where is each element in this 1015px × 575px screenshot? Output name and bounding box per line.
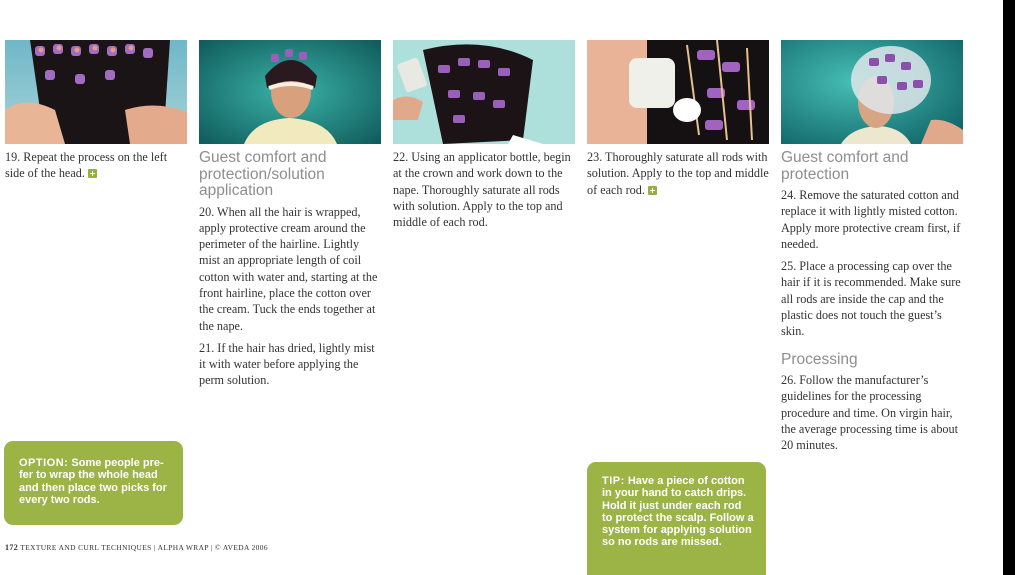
tip-label: TIP: <box>602 475 625 487</box>
step-column-1 <box>5 40 187 188</box>
step-19-text: 19. Repeat the process on the left side of the head. <box>5 150 168 181</box>
step-column-4 <box>587 40 769 204</box>
option-callout-box <box>4 441 183 525</box>
section-heading-guest-comfort: Guest comfort and protection <box>781 149 909 183</box>
step-26-text: 26. Follow the manufacturer’s guidelines for the processing procedure and time. On virgin hair, the average processing time is about 20 minutes. <box>781 373 958 453</box>
footer-text: TEXTURE AND CURL TECHNIQUES | ALPHA WRAP | © AVEDA 2006 <box>18 543 268 552</box>
option-text: Some people pre-fer to wrap the whole head and then place two picks for every two rods. <box>19 457 167 506</box>
step-column-3 <box>393 40 575 236</box>
photo-saturating-rods <box>587 40 769 144</box>
photo-applicator-bottle <box>393 40 575 144</box>
step-24-text: 24. Remove the saturated cotton and replace it with lightly misted cotton. Apply more protective cream first, if needed. <box>781 188 961 251</box>
section-heading-guest-comfort-solution: Guest comfort and protection/solution application <box>199 149 327 199</box>
photo-wrapping-rods <box>5 40 187 144</box>
step-21-text: 21. If the hair has dried, lightly mist it with water before applying the perm solution. <box>199 340 375 388</box>
plus-square-icon[interactable] <box>88 169 97 178</box>
page-edge-bar <box>1003 0 1015 575</box>
step-20-text: 20. When all the hair is wrapped, apply protective cream around the perimeter of the hairline. Lightly mist an appropriate length of coil cotton with water and, starting at the front hairline, place the cotton over the cream. Tuck the ends together at the nape. <box>199 204 378 333</box>
plus-square-icon[interactable] <box>648 186 657 195</box>
step-25-text: 25. Place a processing cap over the hair if it is recommended. Make sure all rods are inside the cap and the plastic does not touch the guest’s skin. <box>781 259 961 339</box>
photo-processing-cap <box>781 40 963 144</box>
step-column-2 <box>199 40 381 395</box>
photo-guest-cotton <box>199 40 381 144</box>
step-22-text: 22. Using an applicator bottle, begin at the crown and work down to the nape. Thoroughly saturate all rods with solution. Apply to the top and middle of each rod. <box>393 150 571 230</box>
page-number: 172 <box>5 543 19 552</box>
section-heading-processing: Processing <box>781 350 858 368</box>
step-column-5 <box>781 40 963 460</box>
tip-text: Have a piece of cotton in your hand to catch drips. Hold it just under each rod to protect the scalp. Follow a system for applying solution so no rods are missed. <box>602 475 754 549</box>
page-footer <box>5 543 268 552</box>
option-label: OPTION: <box>19 457 69 469</box>
step-23-text: 23. Thoroughly saturate all rods with solution. Apply to the top and middle of each rod. <box>587 150 769 197</box>
tip-callout-box <box>587 462 766 575</box>
